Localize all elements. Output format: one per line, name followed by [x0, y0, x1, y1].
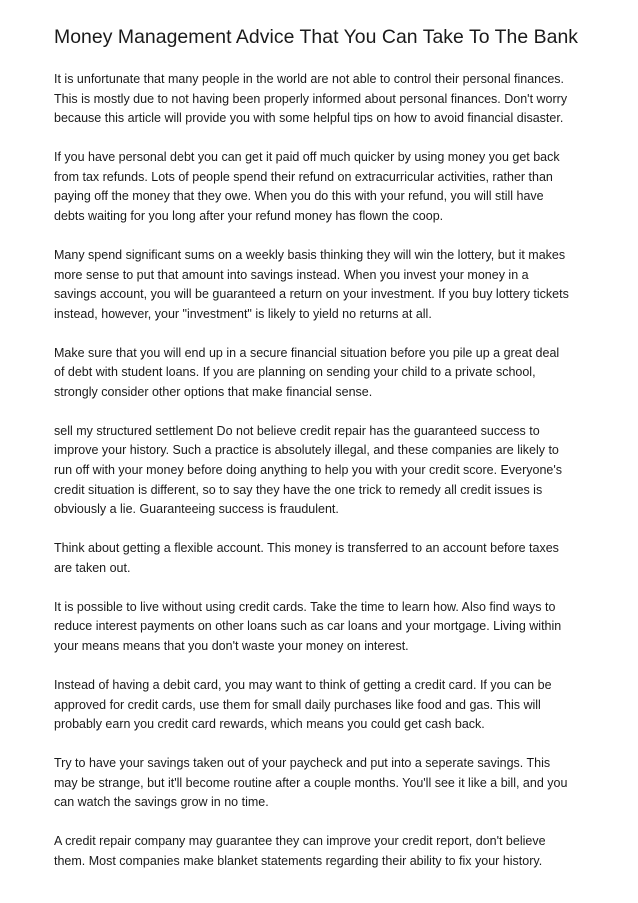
text-line: probably earn you credit card rewards, which means you could get cash back.: [54, 717, 485, 732]
text-line: Many spend significant sums on a weekly basis thinking they will win the lottery, but it makes: [54, 247, 566, 262]
text-line: of debt with student loans. If you are planning on sending your child to a private school,: [54, 365, 536, 380]
text-line: Instead of having a debit card, you may want to think of getting a credit card. If you can be: [54, 677, 552, 692]
paragraph: [54, 246, 594, 324]
text-line: improve your history. Such a practice is absolutely illegal, and these companies are likely to: [54, 443, 559, 458]
paragraph: [54, 676, 594, 735]
paragraph: [54, 754, 594, 813]
text-line: Try to have your savings taken out of your paycheck and put into a seperate savings. This: [54, 756, 551, 771]
document-page: [54, 24, 594, 891]
text-line: Think about getting a flexible account. This money is transferred to an account before taxes: [54, 541, 559, 556]
text-line: them. Most companies make blanket statements regarding their ability to fix your history.: [54, 853, 543, 868]
text-line: credit situation is different, so to say they have the one trick to remedy all credit issues is: [54, 482, 543, 497]
text-line: It is unfortunate that many people in the world are not able to control their personal finances.: [54, 72, 565, 86]
text-line: can watch the savings grow in no time.: [54, 795, 269, 810]
paragraph: [54, 148, 594, 226]
text-line: strongly consider other options that make financial sense.: [54, 384, 373, 399]
paragraph: [54, 598, 594, 657]
text-line: your means means that you don't waste your money on interest.: [54, 639, 409, 653]
text-line: approved for credit cards, use them for small daily purchases like food and gas. This will: [54, 697, 541, 712]
text-line: This is mostly due to not having been properly informed about personal finances. Don't worry: [54, 91, 568, 106]
paragraph: [54, 344, 594, 403]
text-line: more sense to put that amount into savings instead. When you invest your money in a: [54, 267, 529, 282]
text-line: may be strange, but it'll become routine after a couple months. You'll see it like a bill, and you: [54, 775, 568, 790]
text-line: paying off the money that they owe. When you do this with your refund, you will still have: [54, 189, 544, 204]
text-line: sell my structured settlement Do not believe credit repair has the guaranteed success to: [54, 423, 540, 438]
text-line: instead, however, your "investment" is likely to yield no returns at all.: [54, 306, 432, 321]
text-line: are taken out.: [54, 560, 131, 575]
text-line: run off with your money before doing anything to help you with your credit score. Everyone's: [54, 463, 562, 478]
text-line: from tax refunds. Lots of people spend their refund on extracurricular activities, rather than: [54, 169, 553, 184]
text-line: savings account, you will be guaranteed a return on your investment. If you buy lottery tickets: [54, 287, 569, 302]
text-line: because this article will provide you with some helpful tips on how to avoid financial disaster.: [54, 111, 564, 126]
paragraph: [54, 539, 594, 578]
text-line: It is possible to live without using credit cards. Take the time to learn how. Also find ways to: [54, 599, 556, 614]
text-line: obviously a lie. Guaranteeing success is fraudulent.: [54, 502, 339, 517]
document-title: Money Management Advice That You Can Take To The Bank: [54, 26, 579, 48]
document-body: [54, 70, 594, 872]
text-line: If you have personal debt you can get it paid off much quicker by using money you get back: [54, 150, 560, 165]
text-line: reduce interest payments on other loans such as car loans and your mortgage. Living within: [54, 619, 562, 634]
paragraph: [54, 832, 594, 871]
text-line: A credit repair company may guarantee they can improve your credit report, don't believe: [54, 834, 546, 849]
paragraph: [54, 70, 594, 129]
paragraph: [54, 422, 594, 520]
text-line: Make sure that you will end up in a secure financial situation before you pile up a great deal: [54, 345, 560, 360]
text-line: debts waiting for you long after your refund money has flown the coop.: [54, 208, 444, 223]
